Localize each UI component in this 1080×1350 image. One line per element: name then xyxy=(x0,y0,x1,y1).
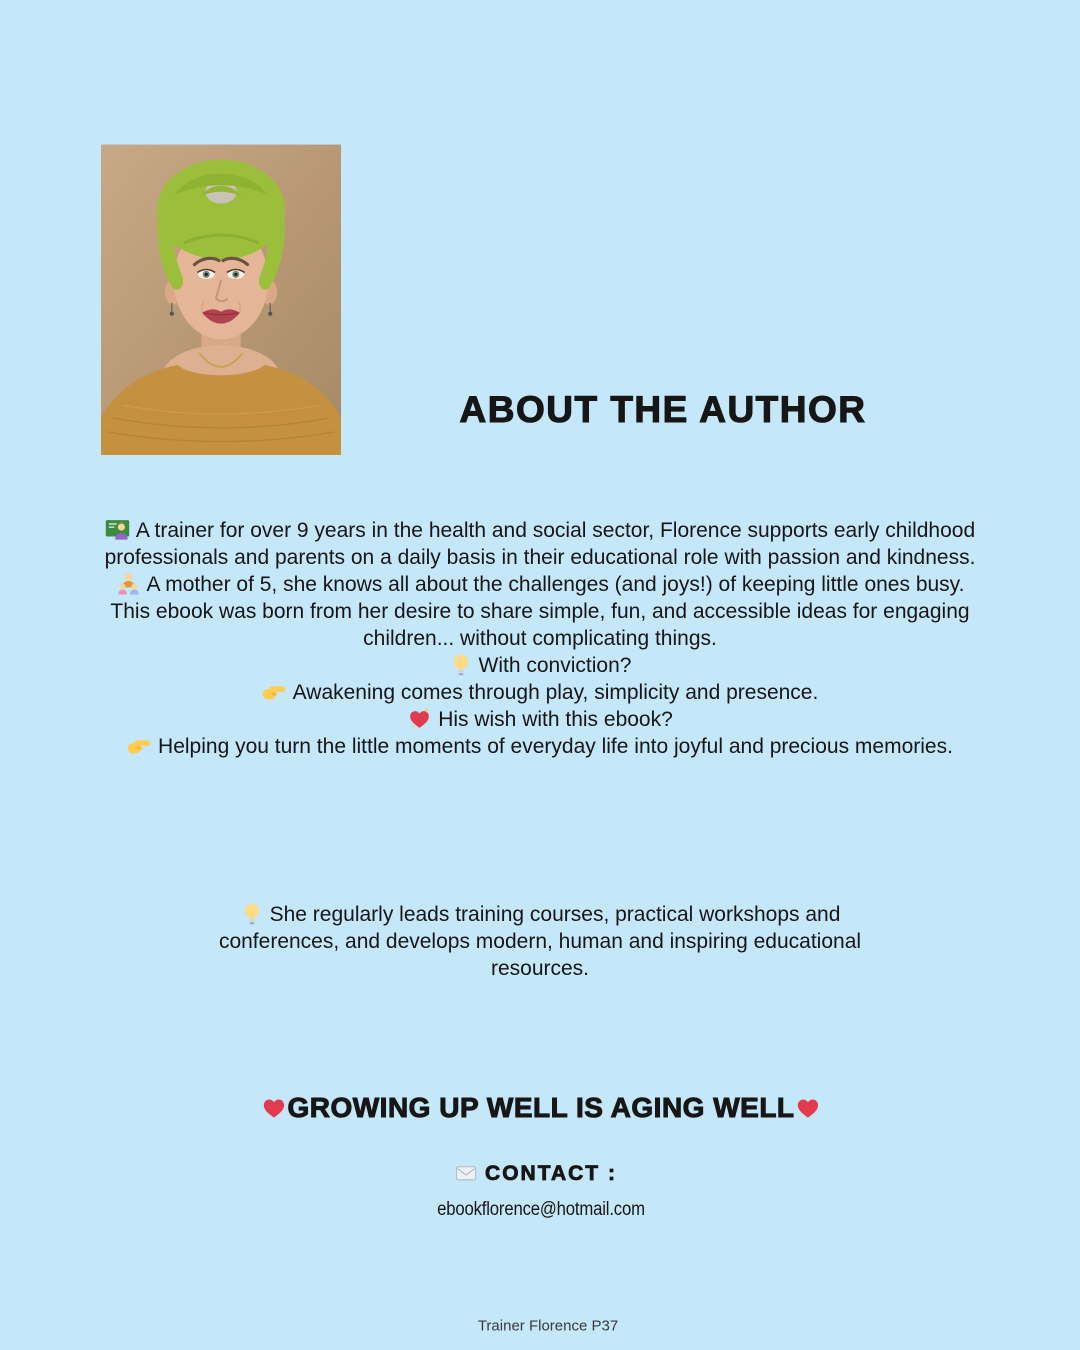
tagline xyxy=(260,1092,821,1124)
lightbulb-icon xyxy=(449,653,473,677)
page-footer: Trainer Florence P37 xyxy=(477,1317,619,1335)
contact-label: CONTACT : xyxy=(485,1162,617,1185)
bio-text: A trainer for over 9 years in the health and social sector, Florence supports early childhood professionals and parents on a daily basis in their educational role with passion and kindness. xyxy=(104,519,976,569)
tagline-text: GROWING UP WELL IS AGING WELL xyxy=(287,1092,795,1123)
lightbulb-icon xyxy=(240,902,264,926)
bio-line-helping xyxy=(95,733,985,760)
activities-paragraph xyxy=(210,901,870,982)
page-title: ABOUT THE AUTHOR xyxy=(459,389,867,430)
red-heart-icon xyxy=(795,1094,822,1121)
bio-paragraph-trainer xyxy=(95,517,985,571)
bio-line-conviction xyxy=(95,652,985,679)
woman-teacher-icon xyxy=(105,517,130,542)
pointing-right-icon xyxy=(127,733,152,758)
bio-text: With conviction? xyxy=(478,654,632,677)
bio-text: Awakening comes through play, simplicity and presence. xyxy=(292,681,819,704)
sparkling-heart-icon xyxy=(407,706,432,731)
bio-paragraph-mother xyxy=(95,571,985,652)
red-heart-icon xyxy=(260,1094,287,1121)
bio-text: Helping you turn the little moments of everyday life into joyful and precious memories. xyxy=(158,735,953,758)
author-activities xyxy=(210,901,870,982)
author-photo xyxy=(101,143,341,455)
contact-heading xyxy=(455,1162,617,1186)
author-bio xyxy=(95,517,985,760)
bio-line-awakening xyxy=(95,679,985,706)
bio-line-wish xyxy=(95,706,985,733)
family-icon xyxy=(116,571,141,596)
bio-text: A mother of 5, she knows all about the challenges (and joys!) of keeping little ones busy. This ebook was born from her desire to share simple, fun, and accessible ideas for engaging children... without complicating things. xyxy=(110,573,970,650)
author-photo-illustration xyxy=(101,143,341,455)
activities-text: She regularly leads training courses, practical workshops and conferences, and develops modern, human and inspiring educational resources. xyxy=(218,903,862,980)
bio-text: His wish with this ebook? xyxy=(438,708,673,731)
contact-email: ebookflorence@hotmail.com xyxy=(437,1199,645,1220)
pointing-right-icon xyxy=(262,679,287,704)
envelope-icon xyxy=(455,1162,477,1184)
